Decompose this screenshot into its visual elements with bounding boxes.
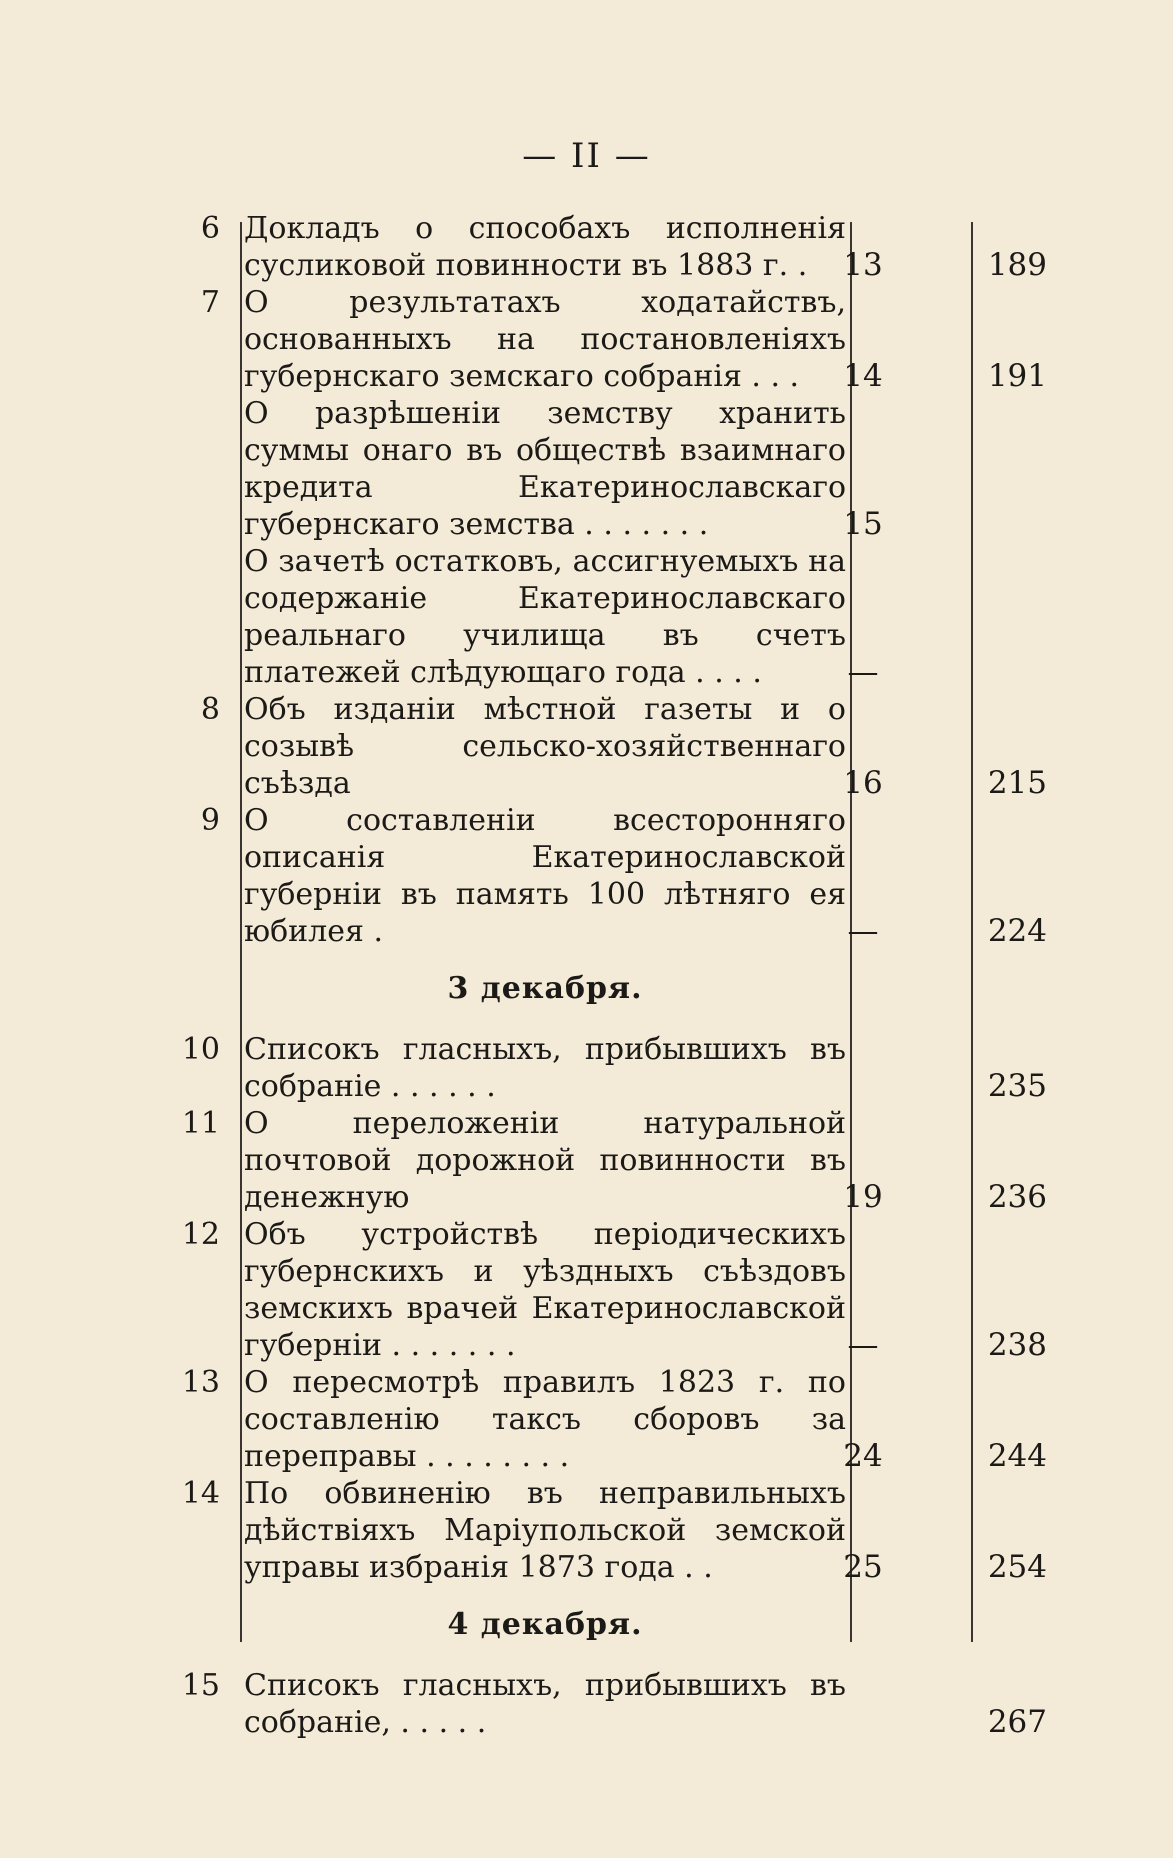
- entry-document-number: 24: [843, 1438, 883, 1474]
- toc-entry: [0, 802, 1173, 950]
- entry-document-number: —: [847, 913, 879, 949]
- entry-number: 11: [181, 1106, 220, 1141]
- date-heading-3-december: 3 декабря.: [447, 971, 643, 1006]
- toc-entry: [0, 395, 1173, 543]
- toc-entry: [0, 1475, 1173, 1586]
- entry-title: О зачетѣ остатковъ, ассигнуемыхъ на содержаніе Екатеринославскаго реальнаго училища въ счетъ платежей слѣдующаго года . . . .: [244, 544, 846, 690]
- toc-entry: [0, 1216, 1173, 1364]
- entry-page-number: 254: [987, 1549, 1047, 1585]
- entry-page-number: 224: [987, 913, 1047, 949]
- entry-number: 15: [181, 1668, 220, 1703]
- entry-title: Списокъ гласныхъ, прибывшихъ въ собраніе . . . . . .: [244, 1032, 846, 1104]
- entry-number: 10: [181, 1032, 220, 1067]
- entry-number: 9: [200, 803, 220, 838]
- entry-document-number: 19: [843, 1179, 883, 1215]
- entries-group-3: [0, 1667, 1173, 1741]
- entry-title: О разрѣшеніи земству хранить суммы онаго въ обществѣ взаимнаго кредита Екатеринославскаго губернскаго земства . . . . . . .: [244, 396, 846, 542]
- entry-title: Объ устройствѣ періодическихъ губернскихъ и уѣздныхъ съѣздовъ земскихъ врачей Екатеринославской губерніи . . . . . . .: [244, 1217, 846, 1363]
- entry-page-number: 244: [987, 1438, 1047, 1474]
- entry-page-number: 236: [987, 1179, 1047, 1215]
- entry-title: Списокъ гласныхъ, прибывшихъ въ собраніе, . . . . .: [244, 1668, 846, 1740]
- entry-number: 7: [200, 285, 220, 320]
- entry-number: 8: [200, 692, 220, 727]
- entry-page-number: 267: [987, 1704, 1047, 1740]
- entry-title: О составленіи всесторонняго описанія Екатеринославской губерніи въ память 100 лѣтняго ея юбилея .: [244, 803, 846, 949]
- entry-page-number: 238: [987, 1327, 1047, 1363]
- entry-document-number: 13: [843, 247, 883, 283]
- entry-document-number: 15: [843, 506, 883, 542]
- entries-group-2: [0, 1031, 1173, 1586]
- table-of-contents: [0, 210, 1173, 1741]
- entry-document-number: 14: [843, 358, 883, 394]
- entry-title: Докладъ о способахъ исполненія сусликовой повинности въ 1883 г. .: [244, 211, 846, 283]
- entry-page-number: 235: [987, 1068, 1047, 1104]
- entry-title: О результатахъ ходатайствъ, основанныхъ на постановленіяхъ губернскаго земскаго собранія . . .: [244, 285, 846, 394]
- entry-title: О переложеніи натуральной почтовой дорожной повинности въ денежную: [244, 1106, 846, 1215]
- entry-number: 13: [181, 1365, 220, 1400]
- toc-entry: [0, 210, 1173, 284]
- entry-document-number: 25: [843, 1549, 883, 1585]
- toc-entry: [0, 1105, 1173, 1216]
- entry-number: 12: [181, 1217, 220, 1252]
- date-heading-4-december: 4 декабря.: [447, 1607, 643, 1642]
- entries-group-1: [0, 210, 1173, 950]
- toc-entry: [0, 284, 1173, 395]
- toc-entry: [0, 543, 1173, 691]
- toc-entry: [0, 1031, 1173, 1105]
- entry-number: 14: [181, 1476, 220, 1511]
- entry-title: По обвиненію въ неправильныхъ дѣйствіяхъ Маріупольской земской управы избранія 1873 года . .: [244, 1476, 846, 1585]
- entry-title: Объ изданіи мѣстной газеты и о созывѣ сельско-хозяйственнаго съѣзда: [244, 692, 846, 801]
- entry-page-number: 191: [987, 358, 1047, 394]
- entry-number: 6: [200, 211, 220, 246]
- entry-document-number: —: [847, 654, 879, 690]
- entry-page-number: 189: [987, 247, 1047, 283]
- entry-document-number: 16: [843, 765, 883, 801]
- entry-document-number: —: [847, 1327, 879, 1363]
- entry-title: О пересмотрѣ правилъ 1823 г. по составленію таксъ сборовъ за переправы . . . . . . . .: [244, 1365, 846, 1474]
- toc-entry: [0, 1667, 1173, 1741]
- entry-page-number: 215: [987, 765, 1047, 801]
- toc-entry: [0, 691, 1173, 802]
- toc-entry: [0, 1364, 1173, 1475]
- page-number: — II —: [522, 136, 651, 176]
